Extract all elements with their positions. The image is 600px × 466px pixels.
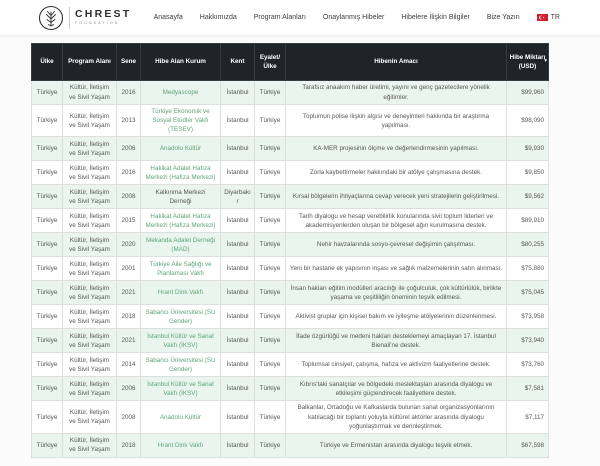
cell-miktar: $73,760: [507, 353, 549, 377]
grantee-link[interactable]: Türkiye Ekonomik ve Sosyal Etüdler Vakfı (TESEV): [151, 108, 210, 134]
cell-program: Kültür, İletişim ve Sivil Yaşam: [63, 305, 117, 329]
cell-kent: İstanbul: [221, 401, 255, 433]
language-label: TR: [550, 14, 560, 21]
cell-kurum: [141, 433, 221, 457]
cell-ulke: Türkiye: [32, 233, 63, 257]
cell-amac: KA-MER projesinin ölçme ve değerlendirmesinin yapılması.: [286, 137, 507, 161]
cell-kurum: [141, 257, 221, 281]
cell-program: Kültür, İletişim ve Sivil Yaşam: [63, 401, 117, 433]
nav-item-onaylanmis-hibeler[interactable]: Onaylanmış Hibeler: [322, 14, 385, 21]
table-row: [32, 401, 549, 433]
cell-amac: Zorla kaybettirmeler hakkındaki bir atölye çalışmasına destek.: [286, 161, 507, 185]
cell-eyalet: Türkiye: [255, 105, 286, 137]
cell-program: Kültür, İletişim ve Sivil Yaşam: [63, 137, 117, 161]
grantee-link[interactable]: Sabancı Üniversitesi (SU Gender): [145, 356, 216, 373]
column-header-hibenin-amaci[interactable]: Hibenin Amacı: [286, 44, 507, 81]
cell-kurum: [141, 209, 221, 233]
cell-program: Kültür, İletişim ve Sivil Yaşam: [63, 353, 117, 377]
cell-miktar: $73,940: [507, 329, 549, 353]
cell-kurum: Kalkınma Merkezi Derneği: [141, 185, 221, 209]
cell-ulke: Türkiye: [32, 377, 63, 401]
cell-miktar: $9,562: [507, 185, 549, 209]
cell-miktar: $80,255: [507, 233, 549, 257]
cell-miktar: $9,930: [507, 137, 549, 161]
cell-ulke: Türkiye: [32, 433, 63, 457]
cell-kent: İstanbul: [221, 137, 255, 161]
cell-ulke: Türkiye: [32, 209, 63, 233]
cell-amac: Kıbrıs'taki sanatçılar ve bölgedeki meslektaşları arasında diyalogu ve etkileşimi güçlendirecek faaliyetlere destek.: [286, 377, 507, 401]
cell-amac: İfade özgürlüğü ve medeni hakları desteklemeyi amaçlayan 17. İstanbul Bienali'ne destek.: [286, 329, 507, 353]
column-header-hibe-alan-kurum[interactable]: Hibe Alan Kurum: [141, 44, 221, 81]
grantee-link[interactable]: Anadolu Kültür: [159, 413, 202, 421]
cell-sene: 2001: [117, 257, 141, 281]
cell-kurum: [141, 353, 221, 377]
grants-table: [31, 43, 549, 458]
cell-kent: İstanbul: [221, 377, 255, 401]
cell-kent: İstanbul: [221, 329, 255, 353]
cell-eyalet: Türkiye: [255, 257, 286, 281]
cell-program: Kültür, İletişim ve Sivil Yaşam: [63, 377, 117, 401]
grants-table-section: [31, 43, 548, 458]
grantee-link[interactable]: Sabancı Üniversitesi (SU Gender): [145, 308, 216, 325]
cell-eyalet: Türkiye: [255, 401, 286, 433]
brand-subtitle: FOUNDATION: [75, 20, 120, 25]
cell-sene: 2013: [117, 105, 141, 137]
cell-eyalet: Türkiye: [255, 209, 286, 233]
cell-kurum: [141, 161, 221, 185]
column-header-hibe-miktari-label: Hibe Miktarı (USD): [509, 53, 546, 70]
table-row: [32, 233, 549, 257]
brand-name: CHREST: [75, 8, 132, 21]
grantee-link[interactable]: Hrant Dink Vakfı: [157, 289, 204, 297]
table-row: [32, 377, 549, 401]
cell-ulke: Türkiye: [32, 81, 63, 105]
cell-kent: İstanbul: [221, 81, 255, 105]
table-row: [32, 137, 549, 161]
cell-ulke: Türkiye: [32, 305, 63, 329]
cell-ulke: Türkiye: [32, 353, 63, 377]
cell-amac: Toplumsal cinsiyet, çatışma, hafıza ve aktivizm faaliyetlerine destek.: [286, 353, 507, 377]
cell-amac: Tarafsız anaakım haber üretimi, yayını ve genç gazetecilere yönelik eğitimler.: [286, 81, 507, 105]
table-row: [32, 433, 549, 457]
cell-eyalet: Türkiye: [255, 137, 286, 161]
cell-kent: İstanbul: [221, 233, 255, 257]
cell-kurum: [141, 281, 221, 305]
cell-amac: Aktivist gruplar için kişisel bakım ve iyileşme atölyelerinin düzenlenmesi.: [286, 305, 507, 329]
cell-amac: Toplumun polise ilişkin algısı ve deneyimleri hakkında bir araştırma yapılması.: [286, 105, 507, 137]
cell-sene: 2014: [117, 353, 141, 377]
main-nav: [154, 14, 560, 21]
table-row: [32, 185, 549, 209]
column-header-eyalet-ulke[interactable]: Eyalet/Ülke: [255, 44, 286, 81]
language-switcher[interactable]: [537, 14, 560, 21]
cell-eyalet: Türkiye: [255, 161, 286, 185]
cell-eyalet: Türkiye: [255, 433, 286, 457]
cell-program: Kültür, İletişim ve Sivil Yaşam: [63, 81, 117, 105]
grantee-link[interactable]: Anadolu Kültür: [159, 145, 202, 153]
cell-program: Kültür, İletişim ve Sivil Yaşam: [63, 105, 117, 137]
cell-miktar: $75,880: [507, 257, 549, 281]
cell-sene: 2008: [117, 185, 141, 209]
cell-kent: İstanbul: [221, 105, 255, 137]
grantee-link[interactable]: Medyascope: [162, 88, 199, 96]
cell-eyalet: Türkiye: [255, 81, 286, 105]
cell-miktar: $98,090: [507, 105, 549, 137]
nav-item-hibelere-iliskin-bilgiler[interactable]: Hibelere İlişkin Bilgiler: [401, 14, 470, 21]
cell-miktar: $7,581: [507, 377, 549, 401]
column-header-ulke[interactable]: Ülke: [32, 44, 63, 81]
nav-item-bize-yazin[interactable]: Bize Yazın: [486, 14, 520, 21]
grantee-link[interactable]: Hakikat Adalet Hafıza Merkezi (Hafıza Merkezi): [145, 164, 216, 181]
table-row: [32, 161, 549, 185]
nav-item-hakkimizda[interactable]: Hakkımızda: [199, 14, 237, 21]
cell-program: Kültür, İletişim ve Sivil Yaşam: [63, 329, 117, 353]
cell-miktar: $67,598: [507, 433, 549, 457]
grants-table-body: [32, 81, 549, 458]
cell-amac: Yeni bir hastane ek yapısının inşası ve sağlık malzemelerinin satın alınması.: [286, 257, 507, 281]
cell-amac: Nehir havzalarında sosyo-çevresel değişimin çalışılması.: [286, 233, 507, 257]
cell-kent: İstanbul: [221, 281, 255, 305]
grantee-link[interactable]: İstanbul Kültür ve Sanat Vakfı (İKSV): [147, 332, 214, 349]
cell-ulke: Türkiye: [32, 281, 63, 305]
grantee-link[interactable]: İstanbul Kültür ve Sanat Vakfı (İKSV): [147, 380, 214, 397]
grantee-link[interactable]: Hrant Dink Vakfı: [157, 441, 204, 449]
site-header: [0, 0, 600, 36]
cell-amac: İnsan hakları eğitim modülleri aracılığı ile çoğulculuk, çok kültürlülük, birlikte yaşama ve çeşitliliğin öneminin teşvik edilmesi.: [286, 281, 507, 305]
cell-ulke: Türkiye: [32, 185, 63, 209]
brand-logo[interactable]: [38, 5, 131, 31]
table-row: [32, 209, 549, 233]
cell-program: Kültür, İletişim ve Sivil Yaşam: [63, 161, 117, 185]
table-row: [32, 329, 549, 353]
tree-logo-icon: [38, 5, 64, 31]
cell-ulke: Türkiye: [32, 137, 63, 161]
cell-kurum: [141, 233, 221, 257]
cell-program: Kültür, İletişim ve Sivil Yaşam: [63, 233, 117, 257]
table-row: [32, 305, 549, 329]
cell-miktar: $9,850: [507, 161, 549, 185]
cell-eyalet: Türkiye: [255, 329, 286, 353]
cell-kurum: [141, 105, 221, 137]
grantee-link[interactable]: Hakikat Adalet Hafıza Merkezi (Hafıza Merkezi): [145, 212, 216, 229]
cell-sene: 2016: [117, 81, 141, 105]
table-row: [32, 81, 549, 105]
cell-amac: Balkanlar, Ortadoğu ve Kafkaslarda bulunan sanat organizasyonlarının katılacağı bir toplantı yoluyla kültürel aktörler arasında diyalogu yoğunlaştırmak ve derinleştirmek.: [286, 401, 507, 433]
cell-program: Kültür, İletişim ve Sivil Yaşam: [63, 257, 117, 281]
cell-kurum: [141, 401, 221, 433]
cell-miktar: $7,117: [507, 401, 549, 433]
column-header-hibe-miktari[interactable]: [507, 44, 549, 81]
cell-kurum: [141, 305, 221, 329]
cell-sene: 2008: [117, 401, 141, 433]
cell-program: Kültür, İletişim ve Sivil Yaşam: [63, 185, 117, 209]
cell-ulke: Türkiye: [32, 401, 63, 433]
cell-ulke: Türkiye: [32, 329, 63, 353]
cell-program: Kültür, İletişim ve Sivil Yaşam: [63, 281, 117, 305]
cell-ulke: Türkiye: [32, 257, 63, 281]
nav-item-program-alanlari[interactable]: Program Alanları: [253, 14, 306, 21]
logo-divider: [69, 7, 70, 29]
cell-kurum: [141, 329, 221, 353]
nav-item-anasayfa[interactable]: Anasayfa: [153, 14, 183, 21]
cell-ulke: Türkiye: [32, 161, 63, 185]
table-row: [32, 105, 549, 137]
table-header-row: [32, 44, 549, 81]
cell-kurum: [141, 137, 221, 161]
grantee-link[interactable]: Türkiye Aile Sağlığı ve Planlaması Vakfı: [149, 260, 212, 277]
column-header-kent[interactable]: Kent: [221, 44, 255, 81]
cell-miktar: $75,045: [507, 281, 549, 305]
table-row: [32, 353, 549, 377]
cell-sene: 2006: [117, 377, 141, 401]
cell-sene: 2021: [117, 329, 141, 353]
cell-eyalet: Türkiye: [255, 353, 286, 377]
cell-amac: Türkiye ve Ermenistan arasında diyalogu teşvik etmek.: [286, 433, 507, 457]
cell-program: Kültür, İletişim ve Sivil Yaşam: [63, 433, 117, 457]
table-row: [32, 257, 549, 281]
cell-miktar: $73,958: [507, 305, 549, 329]
cell-eyalet: Türkiye: [255, 377, 286, 401]
cell-miktar: $89,910: [507, 209, 549, 233]
cell-kent: İstanbul: [221, 161, 255, 185]
cell-eyalet: Türkiye: [255, 281, 286, 305]
column-header-program-alani[interactable]: Program Alanı: [63, 44, 117, 81]
table-row: [32, 281, 549, 305]
cell-sene: 2018: [117, 305, 141, 329]
cell-kent: İstanbul: [221, 257, 255, 281]
cell-program: Kültür, İletişim ve Sivil Yaşam: [63, 209, 117, 233]
cell-eyalet: Türkiye: [255, 185, 286, 209]
cell-kent: İstanbul: [221, 353, 255, 377]
column-header-sene[interactable]: Sene: [117, 44, 141, 81]
cell-kent: İstanbul: [221, 209, 255, 233]
cell-sene: 2018: [117, 433, 141, 457]
turkish-flag-icon: [537, 14, 548, 21]
sort-descending-icon[interactable]: ▾: [544, 58, 547, 65]
cell-kurum: [141, 377, 221, 401]
cell-kent: Diyarbakır: [221, 185, 255, 209]
cell-eyalet: Türkiye: [255, 233, 286, 257]
cell-kurum: [141, 81, 221, 105]
cell-sene: 2020: [117, 233, 141, 257]
cell-eyalet: Türkiye: [255, 305, 286, 329]
cell-ulke: Türkiye: [32, 105, 63, 137]
cell-amac: Tarih diyalogu ve hesap verebilirlik konularında sivil toplum liderleri ve akademisyenlerden oluşan bir bölgesel ağın kurulmasına destek.: [286, 209, 507, 233]
cell-kent: İstanbul: [221, 305, 255, 329]
cell-amac: Kırsal bölgelerin ihtiyaçlarına cevap verecek yeni stratejilerin geliştirilmesi.: [286, 185, 507, 209]
cell-kent: İstanbul: [221, 433, 255, 457]
cell-miktar: $99,960: [507, 81, 549, 105]
cell-sene: 2006: [117, 137, 141, 161]
grantee-link[interactable]: Mekanda Adalet Derneği (MAD): [146, 236, 215, 253]
cell-sene: 2015: [117, 209, 141, 233]
cell-sene: 2016: [117, 161, 141, 185]
cell-sene: 2021: [117, 281, 141, 305]
